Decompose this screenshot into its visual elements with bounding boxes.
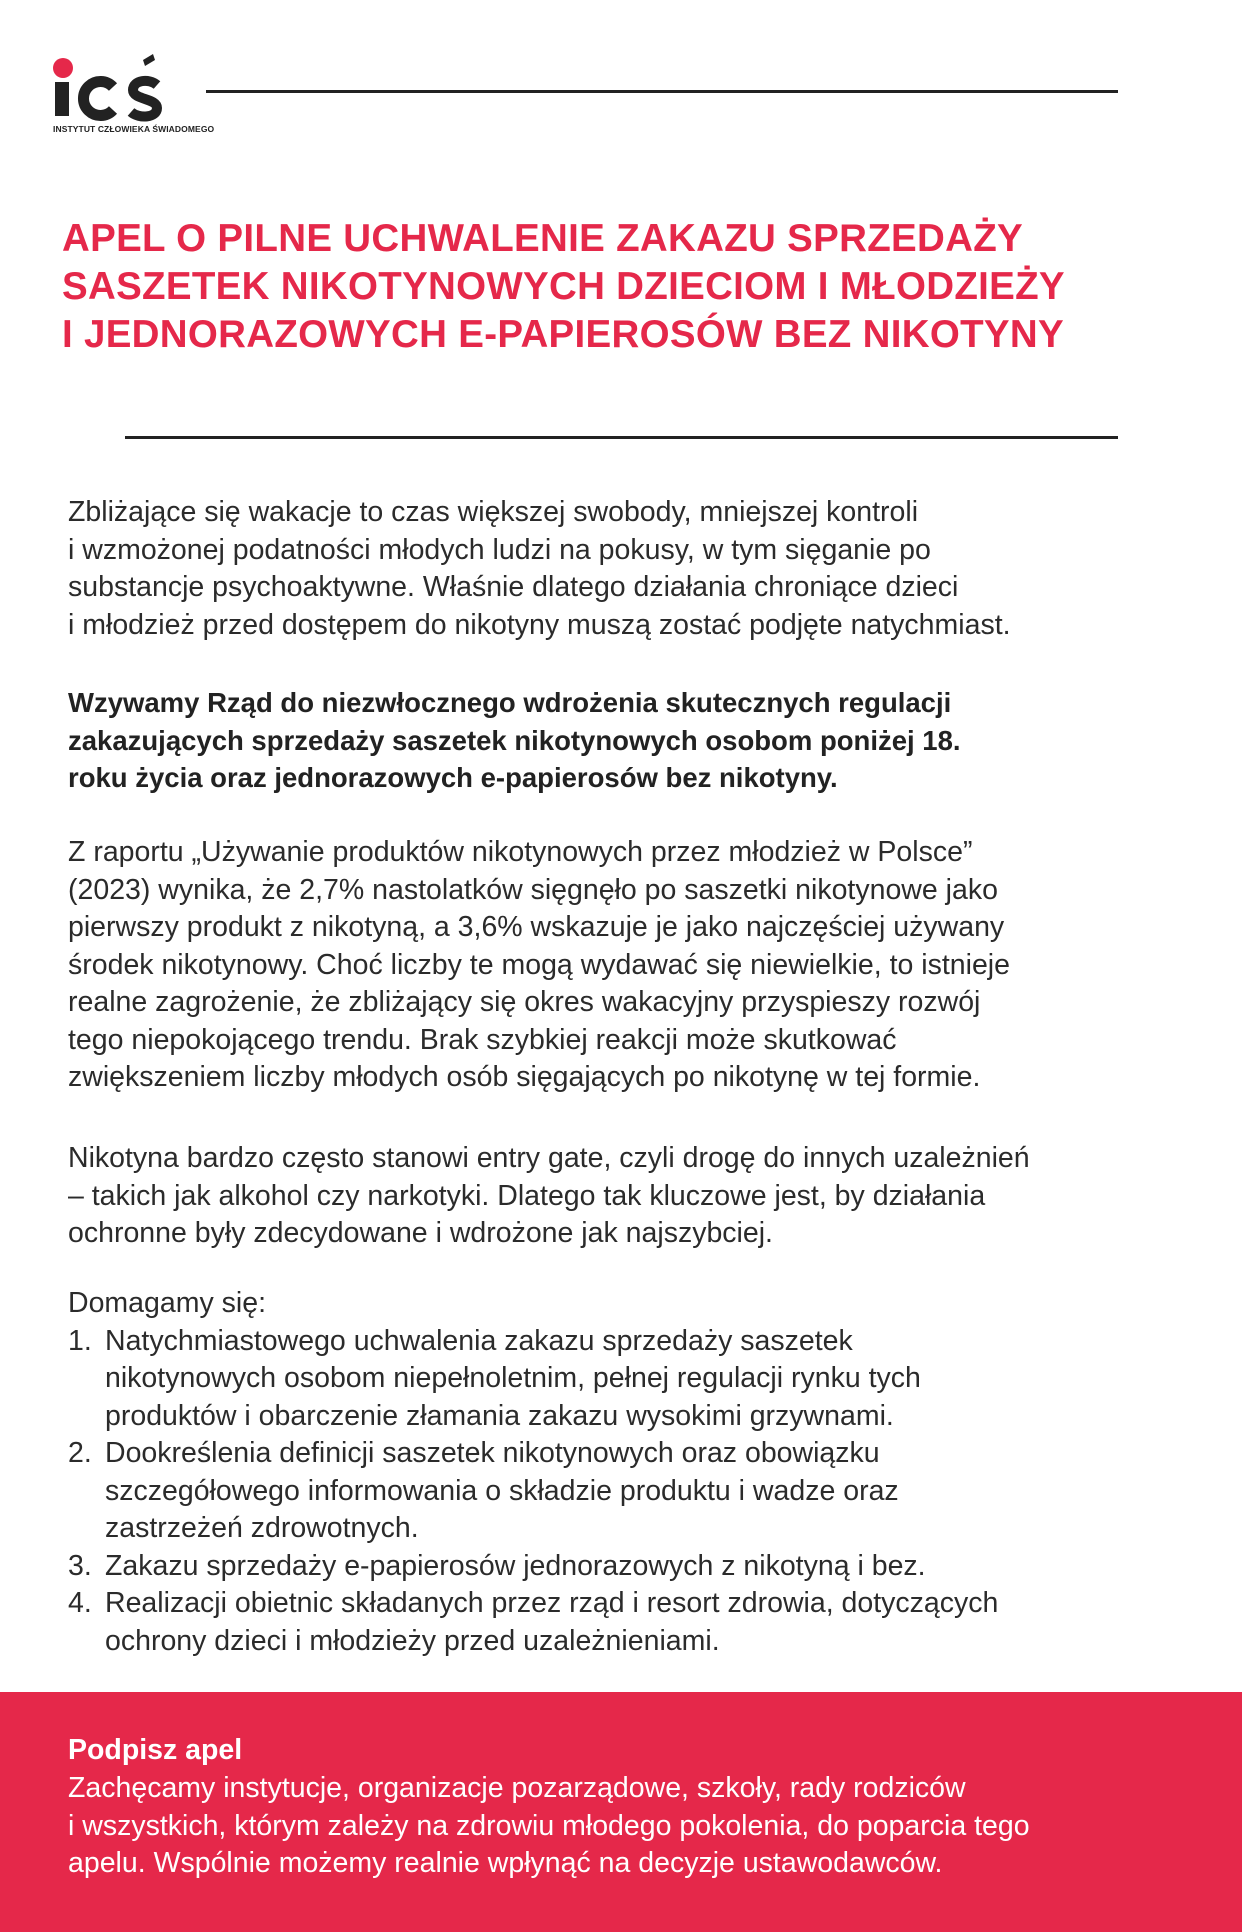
list-number: 2.	[68, 1437, 92, 1469]
text-line: roku życia oraz jednorazowych e-papierosów bez nikotyny.	[68, 762, 838, 793]
ics-logo-mark	[53, 52, 183, 122]
sign-appeal-banner	[0, 1692, 1242, 1932]
title-line: APEL O PILNE UCHWALENIE ZAKAZU SPRZEDAŻY	[62, 217, 1024, 260]
text-line: Wzywamy Rząd do niezwłocznego wdrożenia skutecznych regulacji	[68, 687, 952, 718]
text-line: ochrony dzieci i młodzieży przed uzależnieniami.	[105, 1624, 720, 1657]
title-line: I JEDNORAZOWYCH E-PAPIEROSÓW BEZ NIKOTYNY	[62, 313, 1064, 356]
text-line: Zakazu sprzedaży e-papierosów jednorazowych z nikotyną i bez.	[105, 1549, 926, 1582]
demands-heading: Domagamy się:	[68, 1287, 266, 1319]
text-line: (2023) wynika, że 2,7% nastolatków sięgnęło po saszetki nikotynowe jako	[68, 873, 998, 906]
list-number: 1.	[68, 1324, 92, 1357]
nicotine-paragraph	[68, 1140, 1188, 1253]
text-line: pierwszy produkt z nikotyną, a 3,6% wskazuje je jako najczęściej używany	[68, 911, 1005, 943]
sign-appeal-text	[68, 1770, 1030, 1883]
sign-appeal-title: Podpisz apel	[68, 1734, 243, 1766]
text-line: Nikotyna bardzo często stanowi entry gate, czyli drogę do innych uzależnień	[68, 1142, 1030, 1174]
text-line: Natychmiastowego uchwalenia zakazu sprzedaży saszetek	[105, 1324, 853, 1357]
page-title	[62, 215, 1192, 359]
list-number: 3.	[68, 1549, 92, 1582]
text-line: substancje psychoaktywne. Właśnie dlatego działania chroniące dzieci	[68, 571, 959, 603]
text-line: i wzmożonej podatności młodych ludzi na pokusy, w tym sięganie po	[68, 533, 931, 566]
ics-logo	[53, 52, 215, 142]
report-paragraph	[68, 834, 1188, 1097]
text-line: środek nikotynowy. Choć liczby te mogą wydawać się niewielkie, to istnieje	[68, 948, 1010, 981]
text-line: Realizacji obietnic składanych przez rząd i resort zdrowia, dotyczących	[105, 1587, 999, 1619]
text-line: – takich jak alkohol czy narkotyki. Dlatego tak kluczowe jest, by działania	[68, 1179, 986, 1212]
demands-section	[68, 1285, 1188, 1660]
text-line: tego niepokojącego trendu. Brak szybkiej reakcji może skutkować	[68, 1023, 897, 1056]
logo-caption: INSTYTUT CZŁOWIEKA ŚWIADOMEGO	[53, 124, 215, 134]
list-item	[68, 1435, 1188, 1548]
text-line: Z raportu „Używanie produktów nikotynowych przez młodzież w Polsce”	[68, 836, 973, 868]
intro-paragraph	[68, 494, 1188, 644]
list-item	[68, 1585, 1188, 1660]
text-line: i wszystkich, którym zależy na zdrowiu młodego pokolenia, do poparcia tego	[68, 1809, 1030, 1842]
list-item	[68, 1323, 1188, 1436]
text-line: i młodzież przed dostępem do nikotyny muszą zostać podjęte natychmiast.	[68, 608, 1011, 641]
text-line: zastrzeżeń zdrowotnych.	[105, 1512, 419, 1544]
text-line: apelu. Wspólnie możemy realnie wpłynąć na decyzje ustawodawców.	[68, 1847, 943, 1879]
list-number: 4.	[68, 1587, 92, 1619]
demands-list	[68, 1323, 1188, 1661]
text-line: realne zagrożenie, że zbliżający się okres wakacyjny przyspieszy rozwój	[68, 986, 981, 1018]
list-item	[68, 1548, 1188, 1586]
text-line: produktów i obarczenie złamania zakazu wysokimi grzywnami.	[105, 1399, 894, 1432]
text-line: zakazujących sprzedaży saszetek nikotynowych osobom poniżej 18.	[68, 724, 961, 756]
call-to-government-paragraph	[68, 684, 1188, 797]
text-line: Zbliżające się wakacje to czas większej swobody, mniejszej kontroli	[68, 496, 919, 528]
text-line: Zachęcamy instytucje, organizacje pozarządowe, szkoły, rady rodziców	[68, 1772, 966, 1804]
title-line: SASZETEK NIKOTYNOWYCH DZIECIOM I MŁODZIEŻY	[62, 265, 1065, 308]
text-line: nikotynowych osobom niepełnoletnim, pełnej regulacji rynku tych	[105, 1362, 921, 1394]
title-divider	[125, 436, 1118, 439]
text-line: szczegółowego informowania o składzie produktu i wadze oraz	[105, 1474, 899, 1507]
top-divider	[206, 90, 1118, 93]
text-line: Dookreślenia definicji saszetek nikotynowych oraz obowiązku	[105, 1437, 880, 1469]
text-line: ochronne były zdecydowane i wdrożone jak najszybciej.	[68, 1217, 773, 1249]
text-line: zwiększeniem liczby młodych osób sięgających po nikotynę w tej formie.	[68, 1061, 981, 1093]
